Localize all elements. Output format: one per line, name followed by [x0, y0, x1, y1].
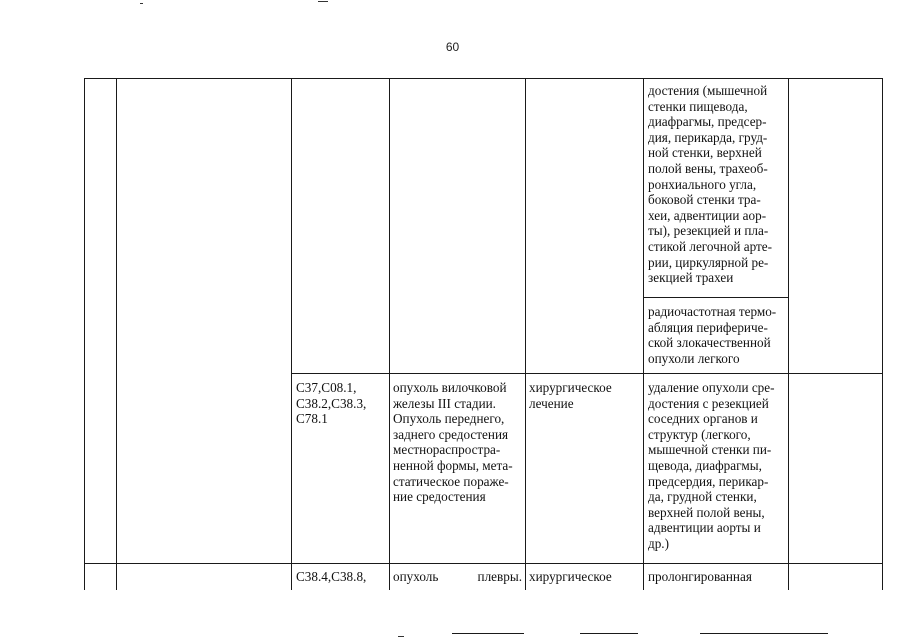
treatment-type-cell: хирургическое: [529, 569, 612, 584]
scan-artifact: [318, 1, 328, 2]
patient-model-cell: опухоль вилочковой железы III стадии. Опухоль переднего, заднего средостения местнораспростра- ненной формы, мета- статическое пораже- ние средостения: [393, 380, 513, 505]
column-divider: [525, 78, 526, 590]
row-divider: [291, 373, 882, 374]
icd-codes-cell: C37,C08.1, C38.2,C38.3, C78.1: [296, 380, 367, 427]
column-divider: [643, 78, 644, 590]
footer-line: [580, 633, 638, 634]
procedure-cell: радиочастотная термо- абляция перифериче- ской злокачественной опухоли легкого: [648, 304, 777, 366]
table-border-right: [882, 78, 883, 590]
treatment-type-cell: хирургическое лечение: [529, 380, 612, 411]
column-divider: [389, 78, 390, 590]
table-border-top: [84, 78, 883, 79]
column-divider: [116, 78, 117, 590]
row-divider: [84, 563, 883, 564]
page-number: 60: [445, 40, 460, 54]
footer-line: [700, 633, 828, 634]
scan-artifact: [140, 3, 143, 4]
icd-codes-cell: C38.4,C38.8,: [296, 569, 367, 584]
column-divider: [788, 78, 789, 590]
procedure-cell: удаление опухоли сре- достения с резекцией соседних органов и структур (легкого, мышечной стенки пи- щевода, диафрагмы, предсердия, перикар- да, грудной стенки, верхней полой вены, адвентиции аорты и др.): [648, 380, 775, 551]
row-divider: [643, 297, 788, 298]
patient-model-cell: опухоль плевры.: [393, 569, 522, 584]
scan-artifact: [398, 636, 404, 637]
procedure-cell: достения (мышечной стенки пищевода, диафрагмы, предсер- дия, перикарда, груд- ной стенки, верхней полой вены, трахеоб- ронхиального угла, боковой стенки тра- хеи, адвентиции аор- ты), резекцией и пла- стикой легочной арте- рии, циркулярной ре- зекцией трахеи: [648, 83, 773, 286]
procedure-cell: пролонгированная: [648, 569, 752, 584]
column-divider: [291, 78, 292, 590]
table-border-left: [84, 78, 85, 590]
footer-line: [452, 633, 524, 634]
